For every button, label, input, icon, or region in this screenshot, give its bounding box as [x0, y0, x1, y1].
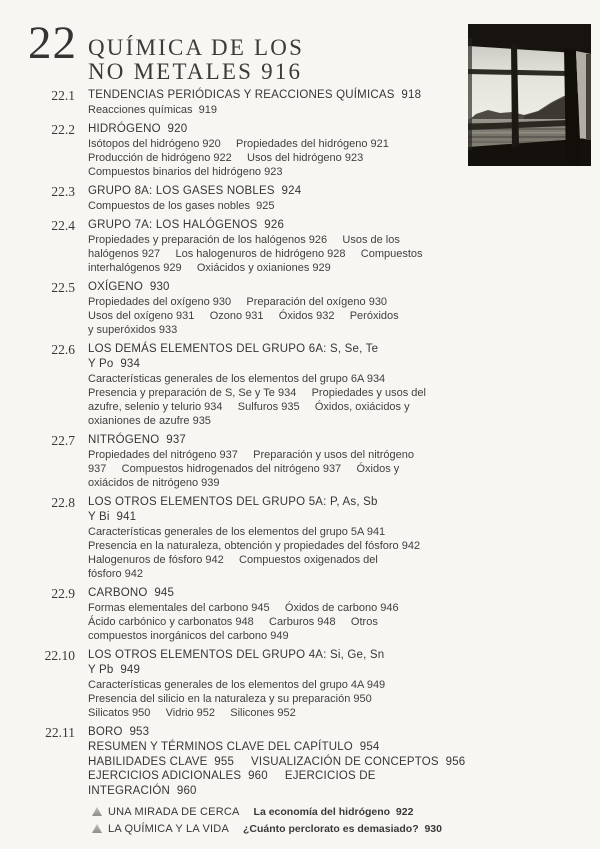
section-number: 22.9: [51, 586, 75, 601]
section-title-line: GRUPO 8A: LOS GASES NOBLES 924: [88, 185, 302, 197]
toc-section: [0, 280, 600, 337]
chapter-title-line-2: NO METALES 916: [88, 59, 303, 84]
section-subentry-line: Propiedades del oxígeno 930 Preparación del oxígeno 930: [88, 296, 388, 308]
section-number: 22.6: [51, 342, 75, 357]
feature-entry: [92, 820, 600, 837]
section-subentry-line: azufre, selenio y telurio 934 Sulfuros 935 Óxidos, oxiácidos y: [88, 401, 410, 413]
section-title-line: LOS DEMÁS ELEMENTOS DEL GRUPO 6A: S, Se, Te: [88, 343, 379, 355]
section-number: 22.2: [51, 122, 75, 137]
section-subentry-line: Formas elementales del carbono 945 Óxidos de carbono 946: [88, 602, 399, 614]
section-subentry-line: Ácido carbónico y carbonatos 948 Carburos 948 Otros: [88, 616, 378, 628]
section-subentry-line: Isótopos del hidrógeno 920 Propiedades del hidrógeno 921: [88, 138, 389, 150]
section-subentry-line: Producción de hidrógeno 922 Usos del hidrógeno 923: [88, 152, 364, 164]
chapter-endmatter-line: RESUMEN Y TÉRMINOS CLAVE DEL CAPÍTULO 954: [88, 741, 380, 753]
section-title-line: Y Bi 941: [88, 511, 137, 523]
section-subentry-line: Propiedades del nitrógeno 937 Preparación y usos del nitrógeno: [88, 449, 414, 461]
section-body: [88, 586, 600, 643]
section-subentry-line: Propiedades y preparación de los halógenos 926 Usos de los: [88, 234, 400, 246]
toc-section: [0, 122, 600, 179]
section-subentry-line: oxiácidos de nitrógeno 939: [88, 477, 220, 489]
section-body: [88, 648, 600, 720]
section-title-line: CARBONO 945: [88, 587, 175, 599]
toc-section: [0, 342, 600, 428]
section-title-line: BORO 953: [88, 726, 150, 738]
section-title-line: Y Po 934: [88, 358, 141, 370]
section-subentry-line: Presencia en la naturaleza, obtención y propiedades del fósforo 942: [88, 540, 421, 552]
section-title-line: LOS OTROS ELEMENTOS DEL GRUPO 4A: Si, Ge, Sn: [88, 649, 385, 661]
feature-label: UNA MIRADA DE CERCA: [108, 805, 240, 818]
toc-section: [0, 648, 600, 720]
section-subentry-line: y superóxidos 933: [88, 324, 178, 336]
section-subentry-line: 937 Compuestos hidrogenados del nitrógeno 937 Óxidos y: [88, 463, 400, 475]
section-subentry-line: Usos del oxígeno 931 Ozono 931 Óxidos 932 Peróxidos: [88, 310, 399, 322]
section-subentry-line: Halogenuros de fósforo 942 Compuestos oxigenados del: [88, 554, 378, 566]
section-body: [88, 433, 600, 490]
section-subentry-line: Presencia del silicio en la naturaleza y su preparación 950: [88, 693, 372, 705]
section-number: 22.7: [51, 433, 75, 448]
section-subentry-line: halógenos 927 Los halogenuros de hidrógeno 928 Compuestos: [88, 248, 423, 260]
section-title-line: HIDRÓGENO 920: [88, 123, 188, 135]
section-body: [88, 342, 600, 428]
section-subentry-line: Características generales de los elementos del grupo 6A 934: [88, 373, 386, 385]
section-body: [88, 280, 600, 337]
section-body: [88, 725, 600, 798]
feature-label: LA QUÍMICA Y LA VIDA: [108, 822, 229, 835]
toc-section: [0, 218, 600, 275]
sections-list: [0, 88, 600, 798]
section-subentry-line: Compuestos binarios del hidrógeno 923: [88, 166, 283, 178]
toc-section: [0, 586, 600, 643]
section-subentry-line: interhalógenos 929 Oxiácidos y oxianiones 929: [88, 262, 331, 274]
section-title-line: OXÍGENO 930: [88, 281, 170, 293]
section-number: 22.10: [44, 648, 75, 663]
section-subentry-line: Características generales de los elementos del grupo 5A 941: [88, 526, 386, 538]
chapter-endmatter-line: EJERCICIOS ADICIONALES 960 EJERCICIOS DE: [88, 770, 376, 782]
section-subentry-line: Características generales de los elementos del grupo 4A 949: [88, 679, 386, 691]
section-number: 22.4: [51, 218, 75, 233]
chapter-title-line-1: QUÍMICA DE LOS: [88, 35, 305, 60]
section-subentry-line: Reacciones químicas 919: [88, 104, 218, 116]
section-title-line: TENDENCIAS PERIÓDICAS Y REACCIONES QUÍMICAS 918: [88, 89, 422, 101]
section-subentry-line: Compuestos de los gases nobles 925: [88, 200, 275, 212]
feature-entries: [92, 803, 600, 837]
toc-section: [0, 88, 600, 117]
section-body: [88, 88, 600, 117]
section-subentry-line: Silicatos 950 Vidrio 952 Silicones 952: [88, 707, 296, 719]
feature-entry: [92, 803, 600, 820]
toc-section: [0, 184, 600, 213]
section-subentry-line: oxianiones de azufre 935: [88, 415, 211, 427]
chapter-title: [88, 36, 304, 84]
section-title-line: GRUPO 7A: LOS HALÓGENOS 926: [88, 219, 285, 231]
feature-description: ¿Cuánto perclorato es demasiado? 930: [242, 822, 442, 835]
toc-section: [0, 725, 600, 798]
section-body: [88, 218, 600, 275]
chapter-endmatter-line: INTEGRACIÓN 960: [88, 784, 197, 797]
toc-section: [0, 433, 600, 490]
section-title-line: NITRÓGENO 937: [88, 434, 187, 446]
chapter-number: 22: [28, 17, 77, 69]
section-number: 22.11: [45, 725, 75, 740]
section-number: 22.5: [51, 280, 75, 295]
section-body: [88, 184, 600, 213]
section-subentry-line: Presencia y preparación de S, Se y Te 934 Propiedades y usos del: [88, 387, 426, 399]
section-body: [88, 122, 600, 179]
section-subentry-line: compuestos inorgánicos del carbono 949: [88, 630, 289, 642]
section-number: 22.1: [51, 88, 75, 103]
toc-section: [0, 495, 600, 581]
triangle-icon: [92, 807, 102, 816]
triangle-icon: [92, 824, 102, 833]
section-number: 22.8: [51, 495, 75, 510]
section-body: [88, 495, 600, 581]
feature-description: La economía del hidrógeno 922: [253, 805, 414, 818]
section-title-line: Y Pb 949: [88, 664, 141, 676]
section-number: 22.3: [51, 184, 75, 199]
chapter-endmatter-line: HABILIDADES CLAVE 955 VISUALIZACIÓN DE CONCEPTOS 956: [88, 755, 466, 768]
section-subentry-line: fósforo 942: [88, 568, 144, 580]
section-title-line: LOS OTROS ELEMENTOS DEL GRUPO 5A: P, As, Sb: [88, 496, 378, 508]
table-of-contents: [0, 88, 600, 837]
